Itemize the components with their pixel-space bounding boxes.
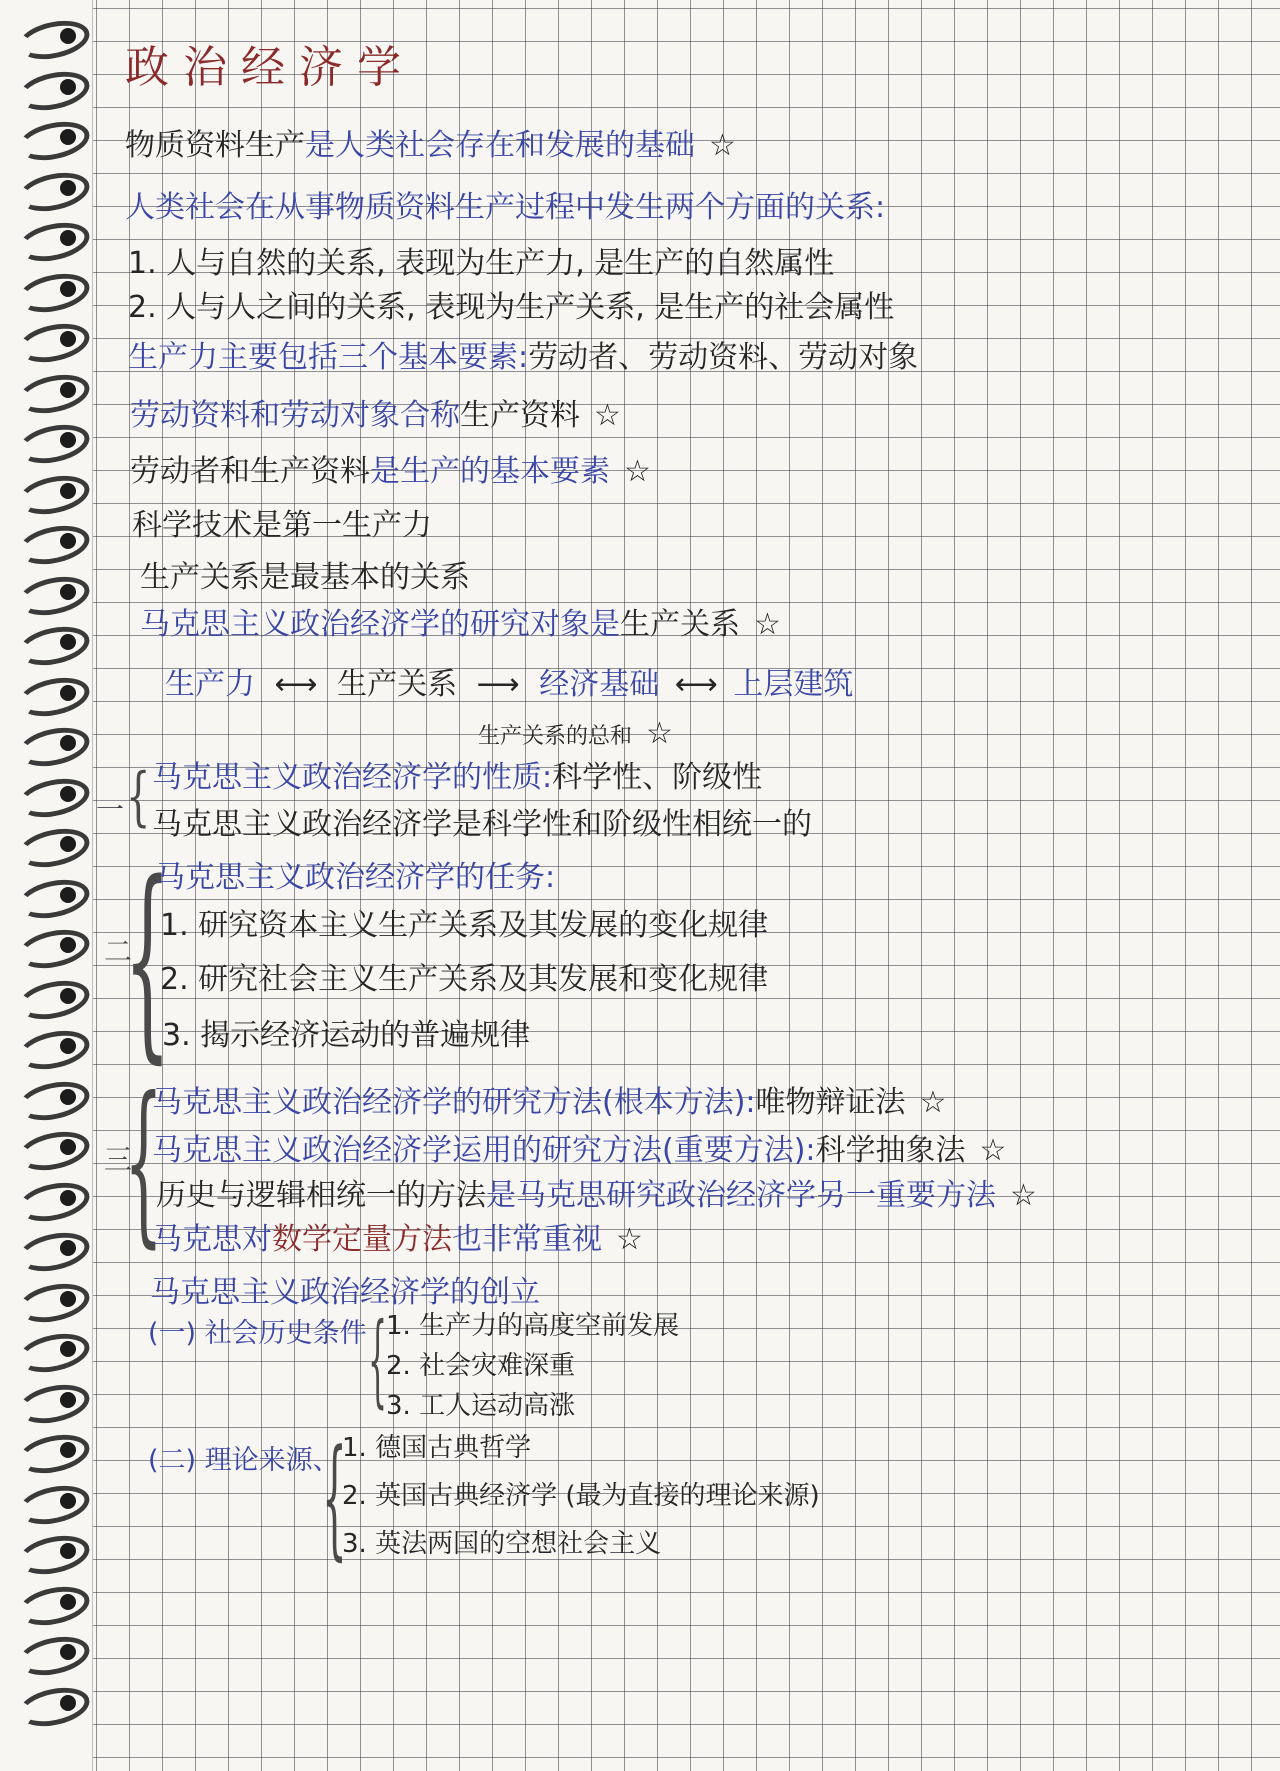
punch-hole <box>60 230 76 246</box>
punch-hole <box>60 735 76 751</box>
chain-superstructure: 上层建筑 <box>733 667 854 702</box>
star-icon: ☆ <box>646 716 673 751</box>
founding-heading: 马克思主义政治经济学的创立 <box>150 1275 540 1310</box>
spiral-ring <box>15 924 93 974</box>
source-item: 2. 英国古典经济学 (最为直接的理论来源) <box>342 1481 820 1511</box>
spiral-ring <box>15 217 93 267</box>
text: 马克思主义政治经济学的性质: <box>152 760 553 795</box>
text: 马克思对 <box>152 1222 272 1257</box>
spiral-ring <box>15 1075 93 1125</box>
chain-note <box>478 716 673 755</box>
punch-hole <box>60 1341 76 1357</box>
punch-hole <box>60 1139 76 1155</box>
spiral-ring <box>15 974 93 1024</box>
text: 生产关系 <box>620 607 740 642</box>
punch-hole <box>60 1240 76 1256</box>
spiral-ring <box>15 1176 93 1226</box>
spiral-ring <box>15 166 93 216</box>
task-item-1: 1. 研究资本主义生产关系及其发展的变化规律 <box>160 908 769 943</box>
punch-hole <box>60 1038 76 1054</box>
condition-item: 3. 工人运动高涨 <box>386 1391 576 1421</box>
punch-hole <box>60 129 76 145</box>
spiral-ring <box>15 1580 93 1630</box>
spiral-binding <box>0 0 93 1771</box>
spiral-ring <box>15 1328 93 1378</box>
spiral-ring <box>15 1277 93 1327</box>
spiral-ring <box>15 1479 93 1529</box>
text: 生产力主要包括三个基本要素: <box>128 340 529 375</box>
chain-production-relations: 生产关系 <box>337 667 458 702</box>
note-line-6 <box>130 398 621 434</box>
punch-hole <box>60 685 76 701</box>
punch-hole <box>60 28 76 44</box>
punch-hole <box>60 1695 76 1711</box>
chain-economic-base: 经济基础 <box>539 667 660 702</box>
punch-hole <box>60 533 76 549</box>
right-arrow-icon: ⟶ <box>476 667 520 702</box>
spiral-ring <box>15 1227 93 1277</box>
star-icon: ☆ <box>979 1133 1007 1168</box>
note-line-2: 人类社会在从事物质资料生产过程中发生两个方面的关系: <box>125 190 886 225</box>
text: 科学抽象法 <box>815 1133 966 1168</box>
task-item-2: 2. 研究社会主义生产关系及其发展和变化规律 <box>160 962 769 997</box>
punch-hole <box>60 1543 76 1559</box>
spiral-ring <box>15 772 93 822</box>
spiral-ring <box>15 1530 93 1580</box>
text: 马克思主义政治经济学运用的研究方法(重要方法): <box>152 1133 816 1168</box>
source-item: 1. 德国古典哲学 <box>342 1433 532 1463</box>
spiral-ring <box>15 1429 93 1479</box>
spiral-ring <box>15 1631 93 1681</box>
spiral-ring <box>15 1378 93 1428</box>
text: 生产资料 <box>460 398 580 433</box>
text: 是生产的基本要素 <box>370 454 610 489</box>
note-line-10 <box>140 607 781 643</box>
star-icon: ☆ <box>709 128 736 163</box>
brace: { <box>368 1301 388 1418</box>
spiral-ring <box>15 570 93 620</box>
punch-hole <box>60 180 76 196</box>
brace: { <box>126 760 151 834</box>
punch-hole <box>60 634 76 650</box>
spiral-ring <box>15 1681 93 1731</box>
punch-hole <box>60 1493 76 1509</box>
punch-hole <box>60 1089 76 1105</box>
method-line-3 <box>156 1178 1037 1214</box>
text: 劳动者、劳动资料、劳动对象 <box>528 340 919 375</box>
double-arrow-icon: ⟷ <box>674 667 718 702</box>
spiral-ring <box>15 419 93 469</box>
condition-item: 1. 生产力的高度空前发展 <box>386 1311 680 1341</box>
text: 马克思主义政治经济学的研究对象是 <box>140 607 620 642</box>
spiral-ring <box>15 368 93 418</box>
punch-hole <box>60 836 76 852</box>
spiral-ring <box>15 823 93 873</box>
punch-hole <box>60 331 76 347</box>
punch-hole <box>60 483 76 499</box>
punch-hole <box>60 1442 76 1458</box>
punch-hole <box>60 79 76 95</box>
text: 历史与逻辑相统一的方法 <box>156 1178 486 1213</box>
spiral-ring <box>15 520 93 570</box>
spiral-ring <box>15 65 93 115</box>
brace: { <box>322 1421 347 1573</box>
task-item-3: 3. 揭示经济运动的普遍规律 <box>162 1018 531 1053</box>
condition-item: 2. 社会灾难深重 <box>386 1351 576 1381</box>
text: 科学性、阶级性 <box>552 760 763 795</box>
punch-hole <box>60 382 76 398</box>
brace: { <box>124 837 171 1082</box>
punch-hole <box>60 1190 76 1206</box>
note-line-7 <box>130 454 651 490</box>
spiral-ring <box>15 621 93 671</box>
text: 是马克思研究政治经济学另一重要方法 <box>486 1178 996 1213</box>
star-icon: ☆ <box>1010 1178 1037 1213</box>
text: 唯物辩证法 <box>755 1085 906 1120</box>
note-line-8: 科学技术是第一生产力 <box>132 508 432 543</box>
text: 是人类社会存在和发展的基础 <box>305 128 695 163</box>
spiral-ring <box>15 873 93 923</box>
punch-hole <box>60 887 76 903</box>
spiral-ring <box>15 15 93 65</box>
spiral-ring <box>15 318 93 368</box>
brace: { <box>124 1061 163 1264</box>
star-icon: ☆ <box>624 454 651 489</box>
note-line-1 <box>125 128 736 164</box>
text: 马克思主义政治经济学的研究方法(根本方法): <box>152 1085 756 1120</box>
method-line-2 <box>152 1133 1006 1169</box>
star-icon: ☆ <box>594 398 621 433</box>
theory-source-heading: (二) 理论来源、 <box>148 1445 340 1476</box>
spiral-ring <box>15 722 93 772</box>
page-title: 政治经济学 <box>125 42 415 93</box>
text: 劳动者和生产资料 <box>130 454 370 489</box>
text: 物质资料生产 <box>125 128 305 163</box>
punch-hole <box>60 1594 76 1610</box>
text: 也非常重视 <box>452 1222 602 1257</box>
section-number: 二 <box>104 935 133 968</box>
task-heading: 马克思主义政治经济学的任务: <box>155 860 556 895</box>
method-line-1 <box>152 1085 946 1121</box>
spiral-ring <box>15 469 93 519</box>
text: 数学定量方法 <box>272 1222 452 1257</box>
chain-productive-forces: 生产力 <box>165 667 255 702</box>
nature-statement: 马克思主义政治经济学是科学性和阶级性相统一的 <box>152 807 812 842</box>
punch-hole <box>60 988 76 1004</box>
punch-hole <box>60 1644 76 1660</box>
spiral-ring <box>15 1126 93 1176</box>
star-icon: ☆ <box>616 1222 643 1257</box>
text: 劳动资料和劳动对象合称 <box>130 398 460 433</box>
section-number: 三 <box>104 1143 133 1176</box>
source-item: 3. 英法两国的空想社会主义 <box>342 1529 662 1559</box>
note-line-9: 生产关系是最基本的关系 <box>140 560 470 595</box>
star-icon: ☆ <box>754 607 781 642</box>
spiral-ring <box>15 1025 93 1075</box>
section-number: 一 <box>96 793 125 826</box>
punch-hole <box>60 584 76 600</box>
method-line-4 <box>152 1222 643 1258</box>
note-text: 生产关系的总和 <box>478 724 633 749</box>
punch-hole <box>60 786 76 802</box>
punch-hole <box>60 937 76 953</box>
star-icon: ☆ <box>919 1085 947 1120</box>
note-line-4: 2. 人与人之间的关系, 表现为生产关系, 是生产的社会属性 <box>128 290 895 325</box>
relation-chain <box>165 667 853 703</box>
spiral-ring <box>15 671 93 721</box>
punch-hole <box>60 281 76 297</box>
double-arrow-icon: ⟷ <box>274 667 318 702</box>
social-conditions-heading: (一) 社会历史条件 <box>148 1318 367 1349</box>
punch-hole <box>60 432 76 448</box>
nature-line <box>152 760 762 796</box>
spiral-ring <box>15 267 93 317</box>
note-line-5 <box>128 340 918 376</box>
note-line-3: 1. 人与自然的关系, 表现为生产力, 是生产的自然属性 <box>128 246 835 281</box>
punch-hole <box>60 1392 76 1408</box>
spiral-ring <box>15 116 93 166</box>
punch-hole <box>60 1291 76 1307</box>
